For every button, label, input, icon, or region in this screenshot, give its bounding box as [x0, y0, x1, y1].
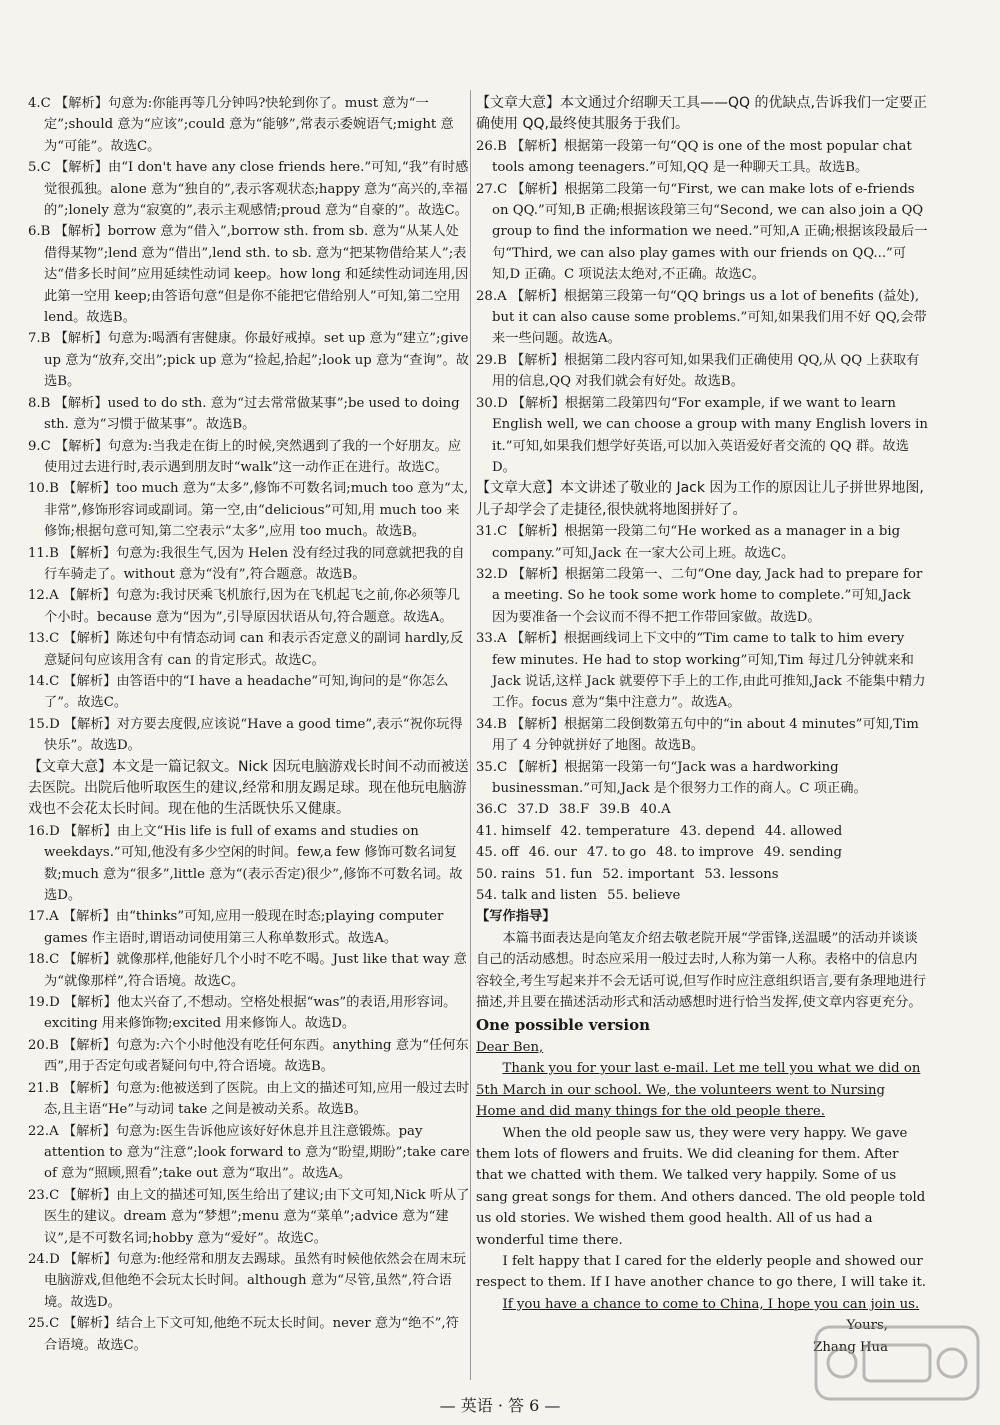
answer-item: 42. temperature — [560, 823, 671, 839]
answer-entry: 4.C 【解析】句意为:你能再等几分钟吗?快轮到你了。must 意为“一定”;should 意为“应该”;could 意为“能够”,常表示委婉语气;might 意为“可能”。故选C。 — [28, 96, 454, 154]
answer-list-2 — [28, 821, 470, 1356]
letter-signature: Zhang Hua — [813, 1339, 888, 1355]
answer-item: 43. depend — [680, 823, 755, 839]
sample-letter — [476, 1037, 928, 1358]
letter-closing: Yours, — [846, 1318, 888, 1334]
answer-entry: 13.C 【解析】陈述句中有情态动词 can 和表示否定意义的副词 hardly,反意疑问句应该用含有 can 的肯定形式。故选C。 — [28, 631, 464, 668]
answer-entry: 22.A 【解析】句意为:医生告诉他应该好好休息并且注意锻炼。pay attention to 意为“注意”;look forward to 意为“盼望,期盼”;take care of 意为“照顾,照看”;take out 意为“取出”。故选A。 — [28, 1123, 470, 1182]
answer-entry: 23.C 【解析】由上文的描述可知,医生给出了建议;由下文可知,Nick 听从了医生的建议。dream 意为“梦想”;menu 意为“菜单”;advice 意为“建议”,是不可数名词;hobby 意为“爱好”。故选C。 — [28, 1187, 470, 1246]
answer-entry: 24.D 【解析】句意为:他经常和朋友去踢球。虽然有时候他依然会在周末玩电脑游戏,但他绝不会玩太长时间。although 意为“尽管,虽然”,符合语境。故选D。 — [28, 1251, 466, 1310]
right-column — [476, 93, 928, 1358]
answer-item: 47. to go — [586, 845, 647, 861]
answer-entry: 25.C 【解析】结合上下文可知,他绝不玩太长时间。never 意为“绝不”,符合语境。故选C。 — [28, 1316, 459, 1353]
letter-paragraph-3: I felt happy that I cared for the elderly people and showed our respect to them. If I have another chance to go there, I will take it. — [476, 1253, 927, 1291]
short-answers — [476, 799, 928, 906]
answer-item: 41. himself — [476, 823, 551, 839]
answer-entry: 10.B 【解析】too much 意为“太多”,修饰不可数名词;much too 意为“太,非常”,修饰形容词或副词。第一空,由“delicious”可知,用 much too 来修饰;根据句意可知,第二空表示“太多”,应用 too much。故选B。 — [28, 481, 469, 540]
article-summary-3: 【文章大意】本文讲述了敬业的 Jack 因为工作的原因让儿子拼世界地图,儿子却学会了走捷径,很快就将地图拼好了。 — [476, 480, 924, 518]
answer-entry: 34.B 【解析】根据第二段倒数第五句中的“in about 4 minutes”可知,Tim 用了 4 分钟就拼好了地图。故选B。 — [476, 716, 919, 754]
answer-list-3 — [476, 136, 928, 479]
answer-row — [476, 864, 928, 885]
article-summary-2: 【文章大意】本文通过介绍聊天工具——QQ 的优缺点,告诉我们一定要正确使用 QQ,最终使其服务于我们。 — [476, 95, 927, 133]
answer-entry: 8.B 【解析】used to do sth. 意为“过去常常做某事”;be used to doing sth. 意为“习惯于做某事”。故选B。 — [28, 395, 460, 433]
answer-entry: 18.C 【解析】就像那样,他能好几个小时不吃不喝。Just like that way 意为“就像那样”,符合语境。故选C。 — [28, 952, 467, 989]
answer-entry: 14.C 【解析】由答语中的“I have a headache”可知,询问的是“你怎么了”。故选C。 — [28, 673, 449, 711]
answer-item: 55. believe — [607, 888, 681, 904]
answer-entry: 20.B 【解析】句意为:六个小时他没有吃任何东西。anything 意为“任何东西”,用于否定句或者疑问句中,符合语境。故选B。 — [28, 1037, 469, 1075]
answer-entry: 27.C 【解析】根据第二段第一句“First, we can make lots of e-friends on QQ.”可知,B 正确;根据该段第三句“Second, we can also join a QQ group to find the information we need.”可知,A 正确;根据该段最后一句“Third, we can also play games with our friends on QQ...”可知,D 正确。C 项说法太绝对,不正确。故选C。 — [476, 181, 928, 283]
answer-entry: 9.C 【解析】句意为:当我走在街上的时候,突然遇到了我的一个好朋友。应使用过去进行时,表示遇到朋友时“walk”这一动作正在进行。故选C。 — [28, 438, 462, 475]
letter-paragraph-4: If you have a chance to come to China, I hope you can join us. — [502, 1296, 920, 1312]
answer-item: 37.D — [517, 802, 549, 818]
page-footer: — 英语 · 答 6 — — [439, 1396, 561, 1415]
answer-item: 39.B — [599, 802, 630, 818]
letter-greeting: Dear Ben, — [476, 1039, 544, 1055]
answer-entry: 29.B 【解析】根据第二段内容可知,如果我们正确使用 QQ,从 QQ 上获取有用的信息,QQ 对我们就会有好处。故选B。 — [476, 352, 920, 390]
answer-entry: 35.C 【解析】根据第一段第一句“Jack was a hardworking businessman.”可知,Jack 是个很努力工作的商人。C 项正确。 — [476, 759, 867, 796]
answer-row — [476, 799, 928, 820]
answer-row — [476, 821, 928, 842]
answer-list-1 — [28, 93, 470, 757]
answer-entry: 17.A 【解析】由“thinks”可知,应用一般现在时态;playing computer games 作主语时,谓语动词使用第三人称单数形式。故选A。 — [28, 909, 444, 946]
answer-entry: 11.B 【解析】句意为:我很生气,因为 Helen 没有经过我的同意就把我的自行车骑走了。without 意为“没有”,符合题意。故选B。 — [28, 545, 465, 582]
writing-guide: 本篇书面表达是向笔友介绍去敬老院开展“学雷锋,送温暖”的活动并谈谈自己的活动感想。时态应采用一般过去时,人称为第一人称。表格中的信息内容较全,考生写起来并不会无话可说,但写作时应注意组织语言,要有条理地进行描述,并且要在描述活动形式和活动感想时进行恰当发挥,使文章内容更充分。 — [476, 930, 926, 1011]
answer-item: 53. lessons — [704, 866, 779, 882]
column-divider — [470, 90, 471, 1380]
answer-item: 44. allowed — [764, 823, 843, 839]
answer-list-4 — [476, 521, 928, 799]
answer-item: 50. rains — [476, 866, 536, 882]
answer-item: 36.C — [476, 802, 508, 818]
answer-entry: 33.A 【解析】根据画线词上下文中的“Tim came to talk to him every few minutes. He had to stop working”可知,Tim 每过几分钟就来和 Jack 说话,这样 Jack 就要停下手上的工作,由此可推知,Jack 不能集中精力工作。focus 意为“集中注意力”。故选A。 — [476, 631, 926, 711]
answer-entry: 16.D 【解析】由上文“His life is full of exams and studies on weekdays.”可知,他没有多少空闲的时间。few,a few 修饰可数名词复数;much 意为“很多”,little 意为“(表示否定)很少”,修饰不可数名词。故选D。 — [28, 823, 463, 904]
letter-paragraph-2: When the old people saw us, they were very happy. We gave them lots of flowers and fruits. We did cleaning for them. After that we chatted with them. We talked very happily. Some of us sang great songs for them. And others danced. The old people told us old stories. We wished them good health. All of us had a wonderful time there. — [476, 1125, 926, 1248]
answer-item: 49. sending — [763, 845, 843, 861]
answer-entry: 19.D 【解析】他太兴奋了,不想动。空格处根据“was”的表语,用形容词。exciting 用来修饰物;excited 用来修饰人。故选D。 — [28, 995, 457, 1032]
answer-row — [476, 842, 928, 863]
answer-item: 46. our — [528, 845, 577, 861]
answer-item: 48. to improve — [656, 845, 754, 861]
answer-entry: 6.B 【解析】borrow 意为“借入”,borrow sth. from sb. 意为“从某人处借得某物”;lend 意为“借出”,lend sth. to sb. 意为“把某物借给某人”;表达“借多长时间”应用延续性动词 keep。how long 和延续性动词连用,因此第一空用 keep;由答语句意“但是你不能把它借给别人”可知,第二空用 lend。故选B。 — [28, 224, 469, 326]
sample-title: One possible version — [476, 1016, 650, 1035]
answer-item: 40.A — [640, 802, 671, 818]
watermark-logo — [812, 1323, 982, 1403]
answer-item: 52. important — [602, 866, 695, 882]
answer-entry: 21.B 【解析】句意为:他被送到了医院。由上文的描述可知,应用一般过去时态,且主语“He”与动词 take 之间是被动关系。故选B。 — [28, 1080, 470, 1118]
answer-entry: 32.D 【解析】根据第二段第一、二句“One day, Jack had to prepare for a meeting. So he took some work home to complete.”可知,Jack 因为要准备一个会议而不得不把工作带回家做。故选D。 — [476, 566, 923, 625]
writing-title: 【写作指导】 — [476, 909, 556, 925]
answer-entry: 12.A 【解析】句意为:我讨厌乘飞机旅行,因为在飞机起飞之前,你必须等几个小时。because 意为“因为”,引导原因状语从句,符合题意。故选A。 — [28, 588, 460, 625]
answer-item: 54. talk and listen — [476, 888, 598, 904]
answer-entry: 5.C 【解析】由“I don't have any close friends here.”可知,“我”有时感觉很孤独。alone 意为“独自的”,表示客观状态;happy 意为“高兴的,幸福的”;lonely 意为“寂寞的”,表示主观感情;proud 意为“自豪的”。故选C。 — [28, 160, 469, 219]
answer-entry: 30.D 【解析】根据第二段第四句“For example, if we want to learn English well, we can choose a group with many English lovers in it.”可知,如果我们想学好英语,可以加入英语爱好者交流的 QQ 群。故选D。 — [476, 395, 928, 475]
answer-entry: 28.A 【解析】根据第三段第一句“QQ brings us a lot of benefits (益处), but it can also cause some problems.”可知,如果我们用不好 QQ,会带来一些问题。故选A。 — [476, 288, 927, 347]
answer-entry: 26.B 【解析】根据第一段第一句“QQ is one of the most popular chat tools among teenagers.”可知,QQ 是一种聊天工具。故选B。 — [476, 138, 912, 176]
article-summary-1: 【文章大意】本文是一篇记叙文。Nick 因玩电脑游戏长时间不动而被送去医院。出院后他听取医生的建议,经常和朋友踢足球。现在他玩电脑游戏也不会花太长时间。现在他的生活既快乐又健康。 — [28, 758, 469, 818]
answer-row — [476, 885, 928, 906]
left-column — [28, 93, 470, 1356]
answer-entry: 31.C 【解析】根据第一段第二句“He worked as a manager in a big company.”可知,Jack 在一家大公司上班。故选C。 — [476, 524, 901, 561]
answer-entry: 15.D 【解析】对方要去度假,应该说“Have a good time”,表示“祝你玩得快乐”。故选D。 — [28, 716, 463, 754]
answer-item: 51. fun — [545, 866, 593, 882]
answer-item: 45. off — [476, 845, 519, 861]
answer-item: 38.F — [558, 802, 590, 818]
answer-entry: 7.B 【解析】句意为:喝酒有害健康。你最好戒掉。set up 意为“建立”;give up 意为“放弃,交出”;pick up 意为“捡起,拾起”;look up 意为“查询”。故选B。 — [28, 331, 469, 390]
letter-paragraph-1: Thank you for your last e-mail. Let me tell you what we did on 5th March in our school. We, the volunteers went to Nursing Home and did many things for the old people there. — [476, 1061, 921, 1120]
